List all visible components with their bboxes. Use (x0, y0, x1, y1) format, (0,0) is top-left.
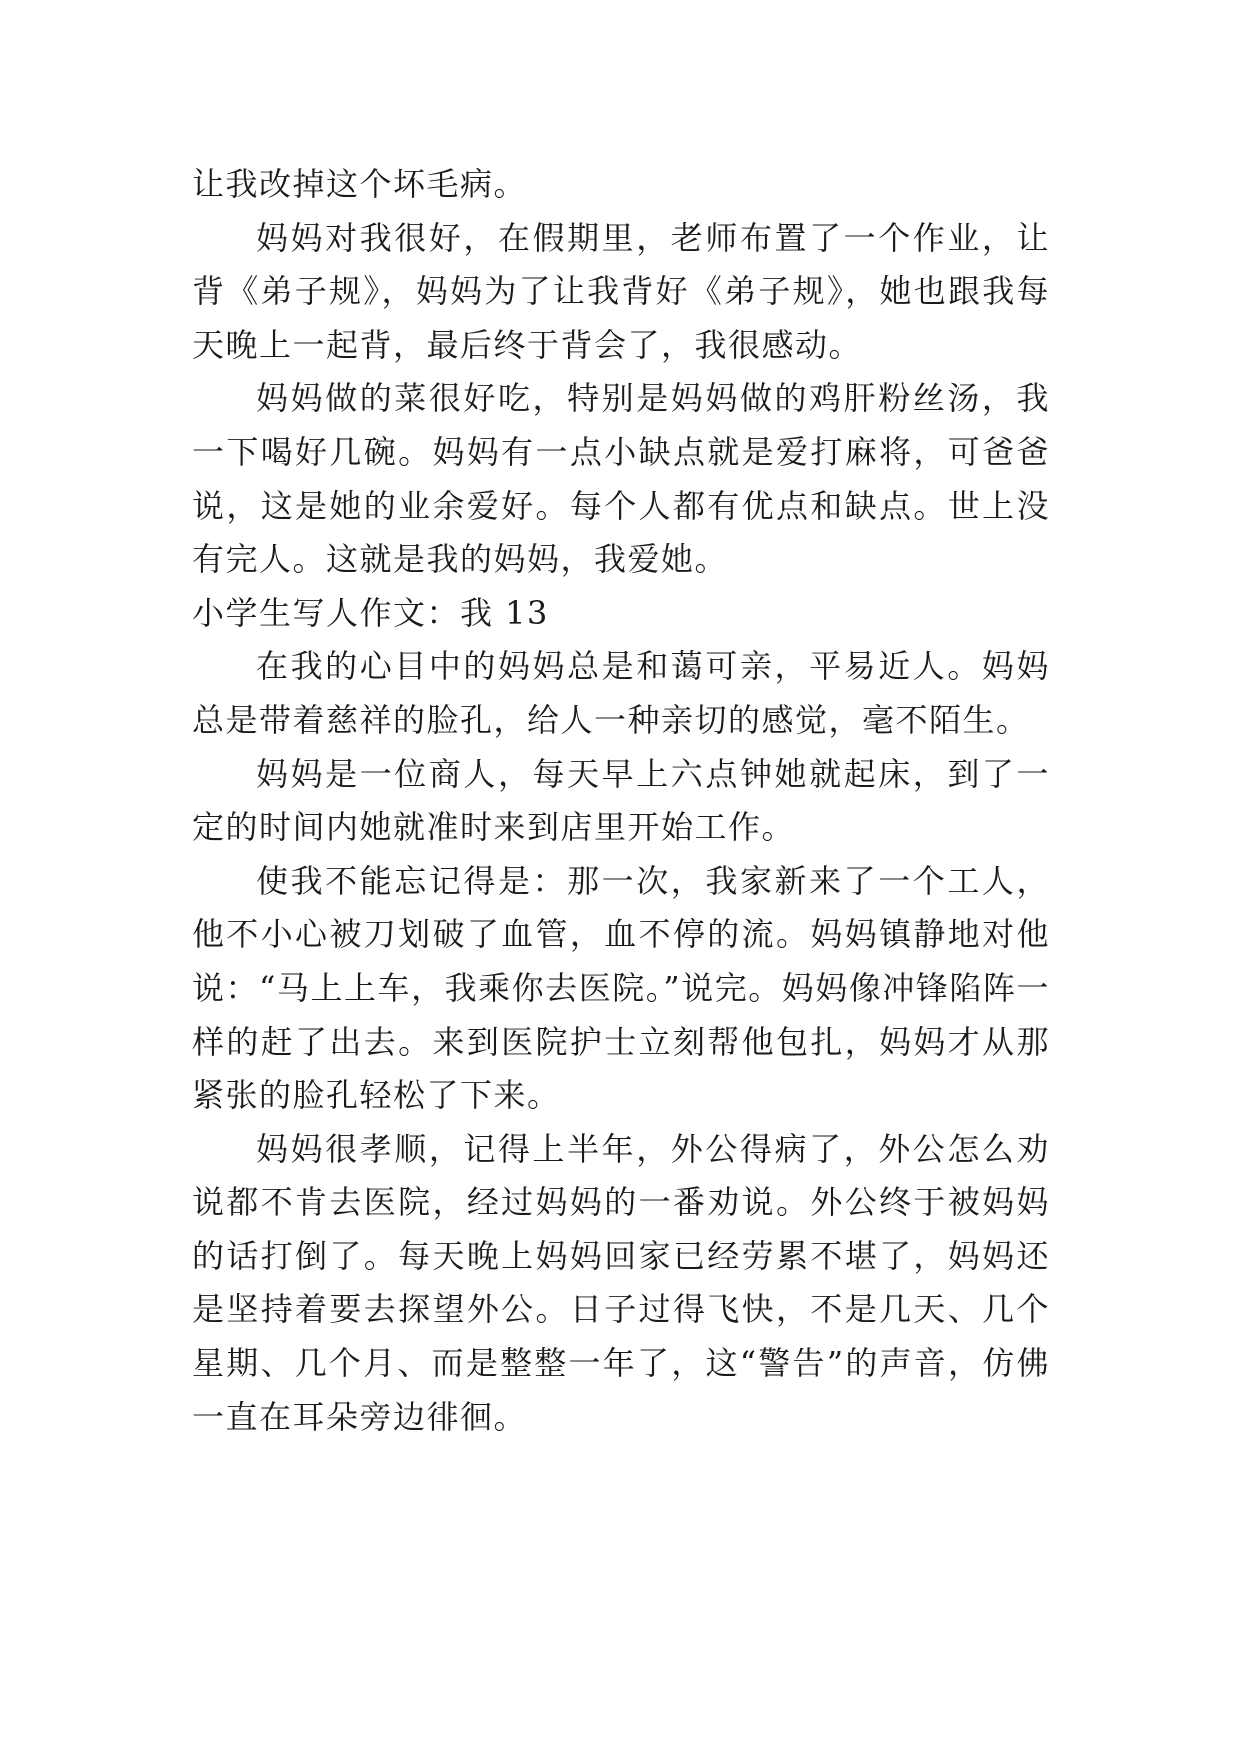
paragraph-filial: 妈妈很孝顺，记得上半年，外公得病了，外公怎么劝说都不肯去医院，经过妈妈的一番劝说。外公终于被妈妈的话打倒了。每天晚上妈妈回家已经劳累不堪了，妈妈还是坚持着要去探望外公。日子过得飞快，不是几天、几个星期、几个月、而是整整一年了，这“警告”的声音，仿佛一直在耳朵旁边徘徊。 (192, 1129, 1050, 1436)
paragraph-homework: 妈妈对我很好，在假期里，老师布置了一个作业，让背《弟子规》，妈妈为了让我背好《弟子规》，她也跟我每天晚上一起背，最后终于背会了，我很感动。 (192, 218, 1050, 364)
essay-title: 小学生写人作文：我 13 (192, 593, 549, 632)
paragraph-businesswoman: 妈妈是一位商人，每天早上六点钟她就起床，到了一定的时间内她就准时来到店里开始工作。 (192, 754, 1050, 847)
paragraph-kind-mother: 在我的心目中的妈妈总是和蔼可亲，平易近人。妈妈总是带着慈祥的脸孔，给人一种亲切的感觉，毫不陌生。 (192, 647, 1050, 739)
document-body (192, 158, 1050, 1444)
paragraph-continued: 让我改掉这个坏毛病。 (192, 165, 528, 203)
paragraph-accident: 使我不能忘记得是：那一次，我家新来了一个工人，他不小心被刀划破了血管，血不停的流。妈妈镇静地对他说：“马上上车，我乘你去医院。”说完。妈妈像冲锋陷阵一样的赶了出去。来到医院护士立刻帮他包扎，妈妈才从那紧张的脸孔轻松了下来。 (192, 861, 1050, 1115)
paragraph-cooking: 妈妈做的菜很好吃，特别是妈妈做的鸡肝粉丝汤，我一下喝好几碗。妈妈有一点小缺点就是爱打麻将，可爸爸说，这是她的业余爱好。每个人都有优点和缺点。世上没有完人。这就是我的妈妈，我爱她。 (192, 379, 1050, 579)
